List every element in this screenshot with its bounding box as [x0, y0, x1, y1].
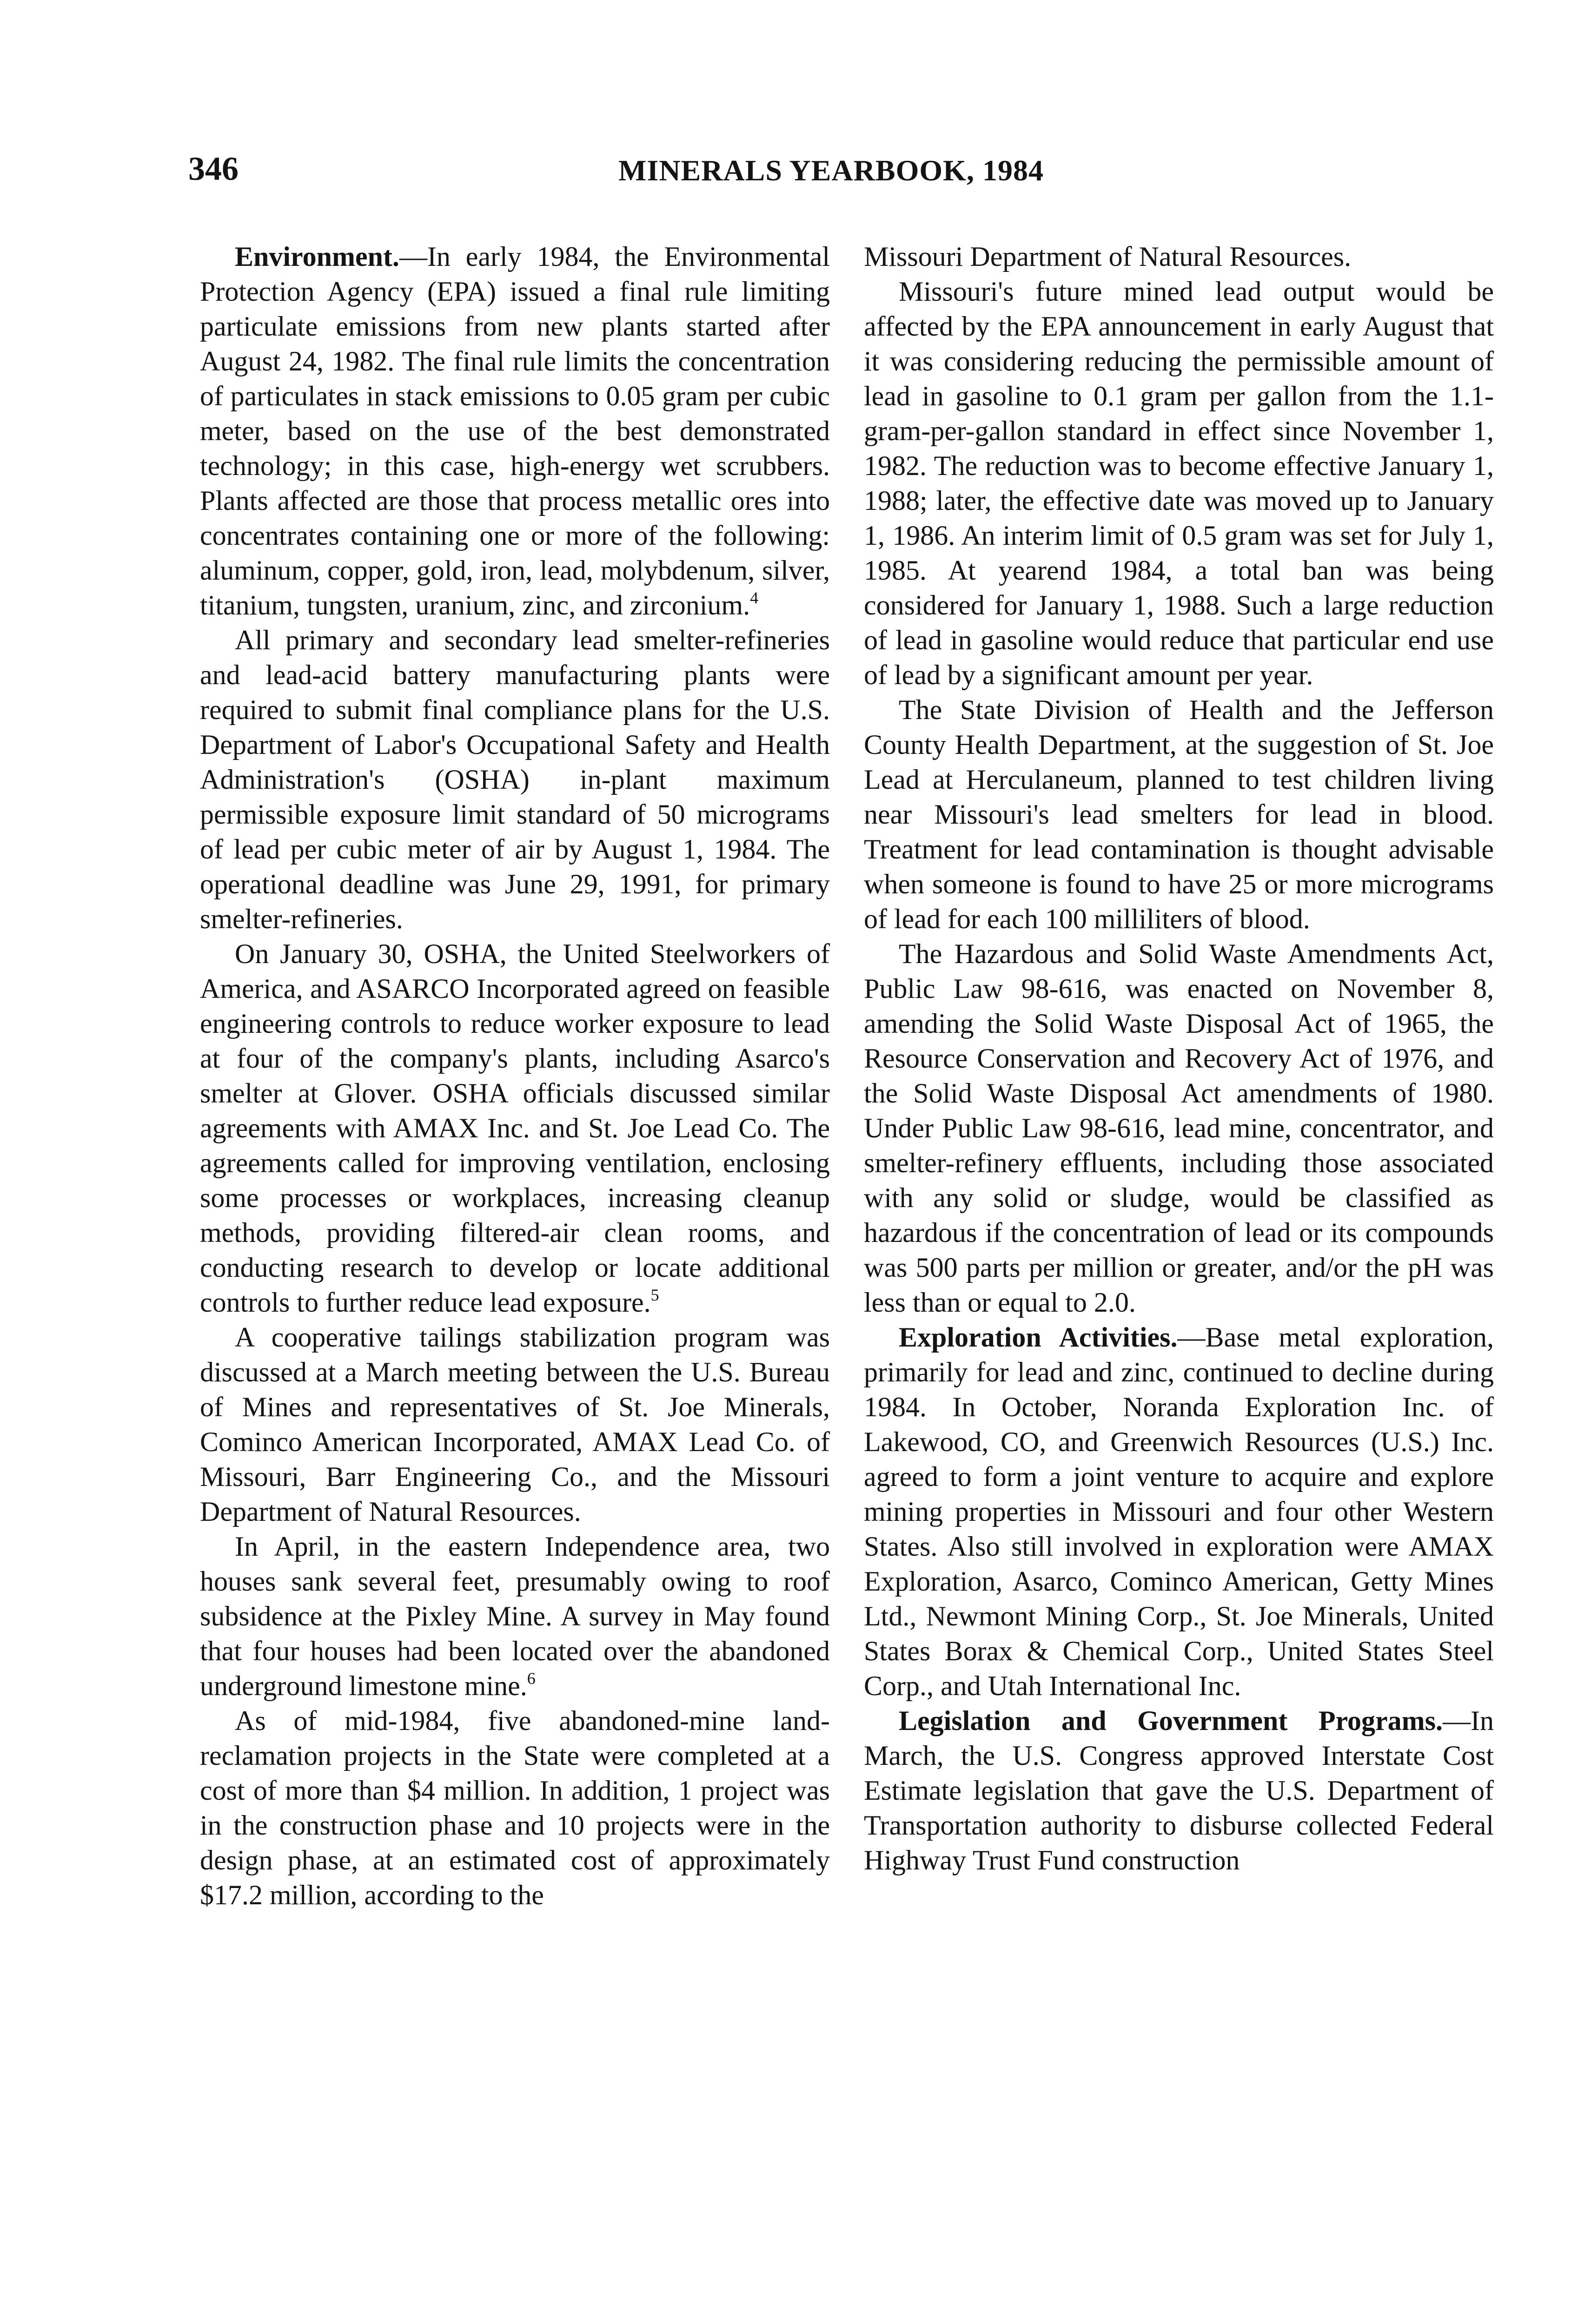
section-heading-legislation: Legislation and Government Programs. [899, 1705, 1443, 1736]
section-heading-exploration: Exploration Activities. [899, 1322, 1178, 1353]
right-column [864, 239, 1494, 1878]
paragraph-text: —In early 1984, the Environmental Protection Agency (EPA) issued a final rule limiting particulate emissions from new plants started after August 24, 1982. The final rule limits the concentration of particulates in stack emissions to 0.05 gram per cubic meter, based on the use of the best demonstrated technology; in this case, high-energy wet scrubbers. Plants affected are those that process metallic ores into concentrates containing one or more of the following: aluminum, copper, gold, iron, lead, molybdenum, silver, titanium, tungsten, uranium, zinc, and zirconium. [200, 241, 830, 621]
footnote-ref-6: 6 [527, 1669, 536, 1688]
paragraph-continuation: Missouri Department of Natural Resources. [864, 241, 1352, 272]
paragraph-subsidence [200, 1529, 830, 1703]
paragraph-text: On January 30, OSHA, the United Steelworkers of America, and ASARCO Incorporated agreed on feasible engineering controls to reduce worker exposure to lead at four of the company's plants, including Asarco's smelter at Glover. OSHA officials discussed similar agreements with AMAX Inc. and St. Joe Lead Co. The agreements called for improving ventilation, enclosing some processes or workplaces, increasing cleanup methods, providing filtered-air clean rooms, and conducting research to develop or locate additional controls to further reduce lead exposure. [200, 938, 830, 1318]
paragraph-blood-testing: The State Division of Health and the Jefferson County Health Department, at the suggestion of St. Joe Lead at Herculaneum, planned to test children living near Missouri's lead smelters for lead in blood. Treatment for lead contamination is thought advisable when someone is found to have 25 or more micrograms of lead for each 100 milliliters of blood. [864, 694, 1494, 934]
paragraph-reclamation: As of mid-1984, five abandoned-mine land-reclamation projects in the State were completed at a cost of more than $4 million. In addition, 1 project was in the construction phase and 10 projects were in the design phase, at an estimated cost of approximately $17.2 million, according to the [200, 1705, 830, 1910]
paragraph-text: In April, in the eastern Independence area, two houses sank several feet, presumably owing to roof subsidence at the Pixley Mine. A survey in May found that four houses had been located over the abandoned underground limestone mine. [200, 1531, 830, 1701]
footnote-ref-5: 5 [650, 1286, 659, 1304]
running-title: MINERALS YEARBOOK, 1984 [618, 154, 1044, 187]
footnote-ref-4: 4 [750, 588, 759, 607]
paragraph-environment [200, 239, 830, 623]
paragraph-text: —Base metal exploration, primarily for lead and zinc, continued to decline during 1984. In October, Noranda Exploration Inc. of Lakewood, CO, and Greenwich Resources (U.S.) Inc. agreed to form a joint venture to acquire and explore mining properties in Missouri and four other Western States. Also still involved in exploration were AMAX Exploration, Asarco, Cominco American, Getty Mines Ltd., Newmont Mining Corp., St. Joe Minerals, United States Borax & Chemical Corp., United States Steel Corp., and Utah International Inc. [864, 1322, 1494, 1701]
paragraph-tailings-program: A cooperative tailings stabilization program was discussed at a March meeting between the U.S. Bureau of Mines and representatives of St. Joe Minerals, Cominco American Incorporated, AMAX Lead Co. of Missouri, Barr Engineering Co., and the Missouri Department of Natural Resources. [200, 1322, 830, 1527]
paragraph-exploration [864, 1320, 1494, 1703]
paragraph-osha-agreement [200, 937, 830, 1320]
paragraph-legislation [864, 1703, 1494, 1878]
section-heading-environment: Environment. [235, 241, 399, 272]
paragraph-text: —In March, the U.S. Congress approved Interstate Cost Estimate legislation that gave the U.S. Department of Transportation authority to disburse collected Federal Highway Trust Fund construction [864, 1705, 1494, 1875]
left-column [200, 239, 830, 1913]
paragraph-smelter-compliance: All primary and secondary lead smelter-refineries and lead-acid battery manufacturing plants were required to submit final compliance plans for the U.S. Department of Labor's Occupational Safety and Health Administration's (OSHA) in-plant maximum permissible exposure limit standard of 50 micrograms of lead per cubic meter of air by August 1, 1984. The operational deadline was June 29, 1991, for primary smelter-refineries. [200, 625, 830, 934]
page-number: 346 [188, 150, 239, 187]
paragraph-hazardous-waste-act: The Hazardous and Solid Waste Amendments Act, Public Law 98-616, was enacted on November 8, amending the Solid Waste Disposal Act of 1965, the Resource Conservation and Recovery Act of 1976, and the Solid Waste Disposal Act amendments of 1980. Under Public Law 98-616, lead mine, concentrator, and smelter-refinery effluents, including those associated with any solid or sludge, would be classified as hazardous if the concentration of lead or its compounds was 500 parts per million or greater, and/or the pH was less than or equal to 2.0. [864, 938, 1494, 1318]
paragraph-gasoline-lead: Missouri's future mined lead output would be affected by the EPA announcement in early August that it was considering reducing the permissible amount of lead in gasoline to 0.1 gram per gallon from the 1.1-gram-per-gallon standard in effect since November 1, 1982. The reduction was to become effective January 1, 1988; later, the effective date was moved up to January 1, 1986. An interim limit of 0.5 gram was set for July 1, 1985. At yearend 1984, a total ban was being considered for January 1, 1988. Such a large reduction of lead in gasoline would reduce that particular end use of lead by a significant amount per year. [864, 276, 1494, 690]
